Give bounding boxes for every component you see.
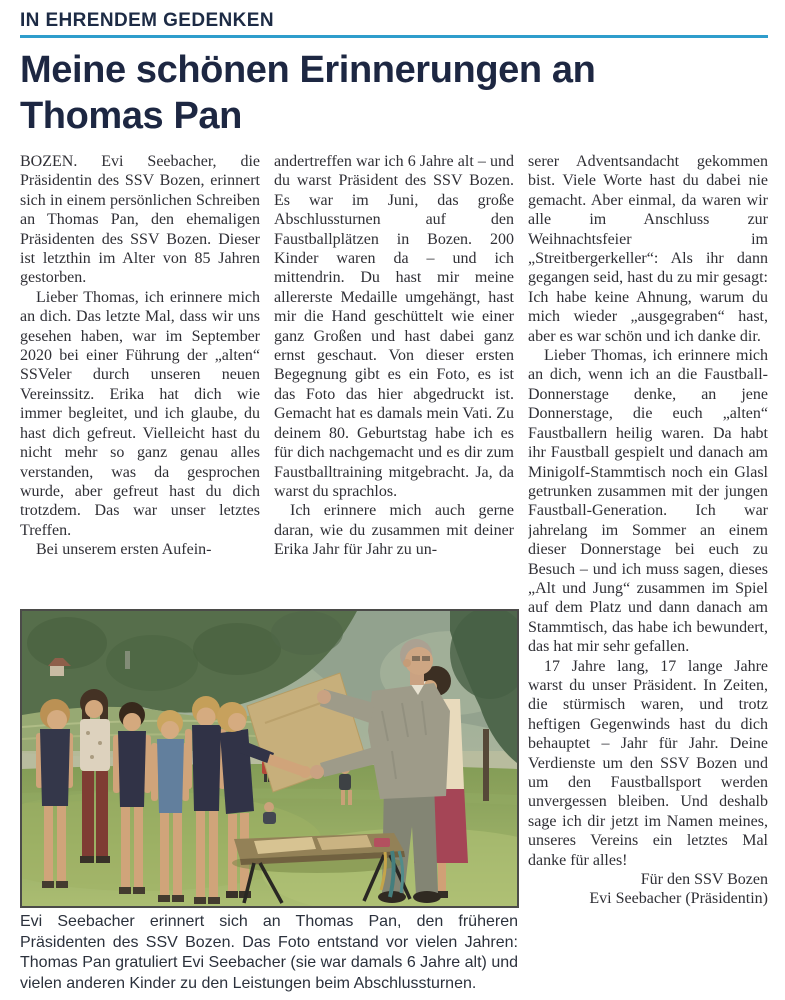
page-content [20, 10, 768, 1000]
paragraph: Ich erinnere mich auch gerne daran, wie du zusammen mit deiner Erika Jahr für Jahr zu un- [274, 502, 514, 559]
article-column-1 [20, 152, 260, 604]
kicker-underline [20, 35, 768, 38]
paragraph: serer Adventsandacht gekommen bist. Viele Worte hast du dabei nie gemacht. Aber einmal, da waren wir alle im Anschluss zur Weihnachtsfeier im „Streitbergerkeller“: Als ihr dann gegangen seid, hast du zu mir gesagt: Ich habe keine Ahnung, warum du mich wieder „ausgegraben“ hast, aber es war schön und ich danke dir. [528, 153, 768, 345]
paragraph: Lieber Thomas, ich erinnere mich an dich, wenn ich an die Faustball-Donnerstage denke, an jene Donnerstage, die euch „alten“ Faustballern heilig waren. Da habt ihr Faustball gespielt und danach am Minigolf-Stammtisch noch ein Glasl getrunken zusammen mit der jungen Faustball-Generation. Ich war jahrelang im Sommer an einem dieser Donnerstage bei euch zu Besuch – und ich muss sagen, dieses „Alt und Jung“ zusammen im Spiel auf dem Platz und dann danach am Stammtisch, das habe ich bewundert, das hat mir sehr gefallen. [528, 347, 768, 656]
paragraph: Lieber Thomas, ich erinnere mich an dich. Das letzte Mal, dass wir uns gesehen haben, war im September 2020 bei einer Führung der „alten“ SSVeler durch unseren neuen Vereinssitz. Erika hat dich wie immer begleitet, und ich glaube, du hast dich gefreut. Vielleicht hast du nicht mehr so ganz genau alles verstanden, was da gesprochen wurde, aber gefreut hast du dich trotzdem. Das war unser letztes Treffen. [20, 288, 260, 539]
paragraph: Bei unserem ersten Aufein- [36, 541, 212, 559]
paragraph: Evi Seebacher (Präsidentin) [589, 890, 768, 908]
photo-caption: Evi Seebacher erinnert sich an Thomas Pan, den früheren Präsidenten des SSV Bozen. Das Foto entstand vor vielen Jahren: Thomas Pan gratuliert Evi Seebacher (sie war damals 6 Jahre alt) und vielen anderen Kinder zu den Leistungen beim Abschlussturnen. [20, 913, 519, 992]
paragraph: Für den SSV Bozen [640, 871, 768, 889]
article-column-2 [274, 152, 514, 604]
article-headline: Meine schönen Erinnerungen an Thomas Pan [20, 49, 596, 137]
section-kicker: IN EHRENDEM GEDENKEN [20, 10, 274, 31]
article-body [20, 152, 768, 1000]
paragraph: BOZEN. Evi Seebacher, die Präsidentin des SSV Bozen, erinnert sich in einem persönlichen Schreiben an Thomas Pan, den ehemaligen Präsidenten des SSV Bozen. Dieser ist letzthin im Alter von 85 Jahren gestorben. [20, 153, 260, 287]
article-photo [20, 609, 519, 908]
article-column-3 [528, 152, 768, 1000]
photo-illustration [22, 611, 517, 906]
paragraph: 17 Jahre lang, 17 lange Jahre warst du unser Präsident. In Zeiten, die stürmisch waren, und trotz heftigen Gegenwinds hast du dich behauptet – Jahr für Jahr. Deine Verdienste um den SSV Bozen und um den Faustballsport werden unvergessen bleiben. Und deshalb sage ich dir jetzt im Namen meines, unseres Vereins ein letztes Mal danke für alles! [528, 657, 768, 869]
paragraph: andertreffen war ich 6 Jahre alt – und du warst Präsident des SSV Bozen. Es war im Juni, das große Abschlussturnen auf den Faustballplätzen in Bozen. 200 Kinder waren da – und ich mittendrin. Du hast mir meine allererste Medaille umgehängt, hast mir die Hand geschüttelt wie einer ganz Großen und hast dabei ganz ernst geschaut. Von dieser ersten Begegnung gibt es ein Foto, es ist das Foto das hier abgedruckt ist. Gemacht hat es damals mein Vati. Zu deinem 80. Geburtstag habe ich es für dich nachgemacht und es dir zum Faustballtraining mitgebracht. Ja, da warst du sprachlos. [274, 153, 514, 500]
